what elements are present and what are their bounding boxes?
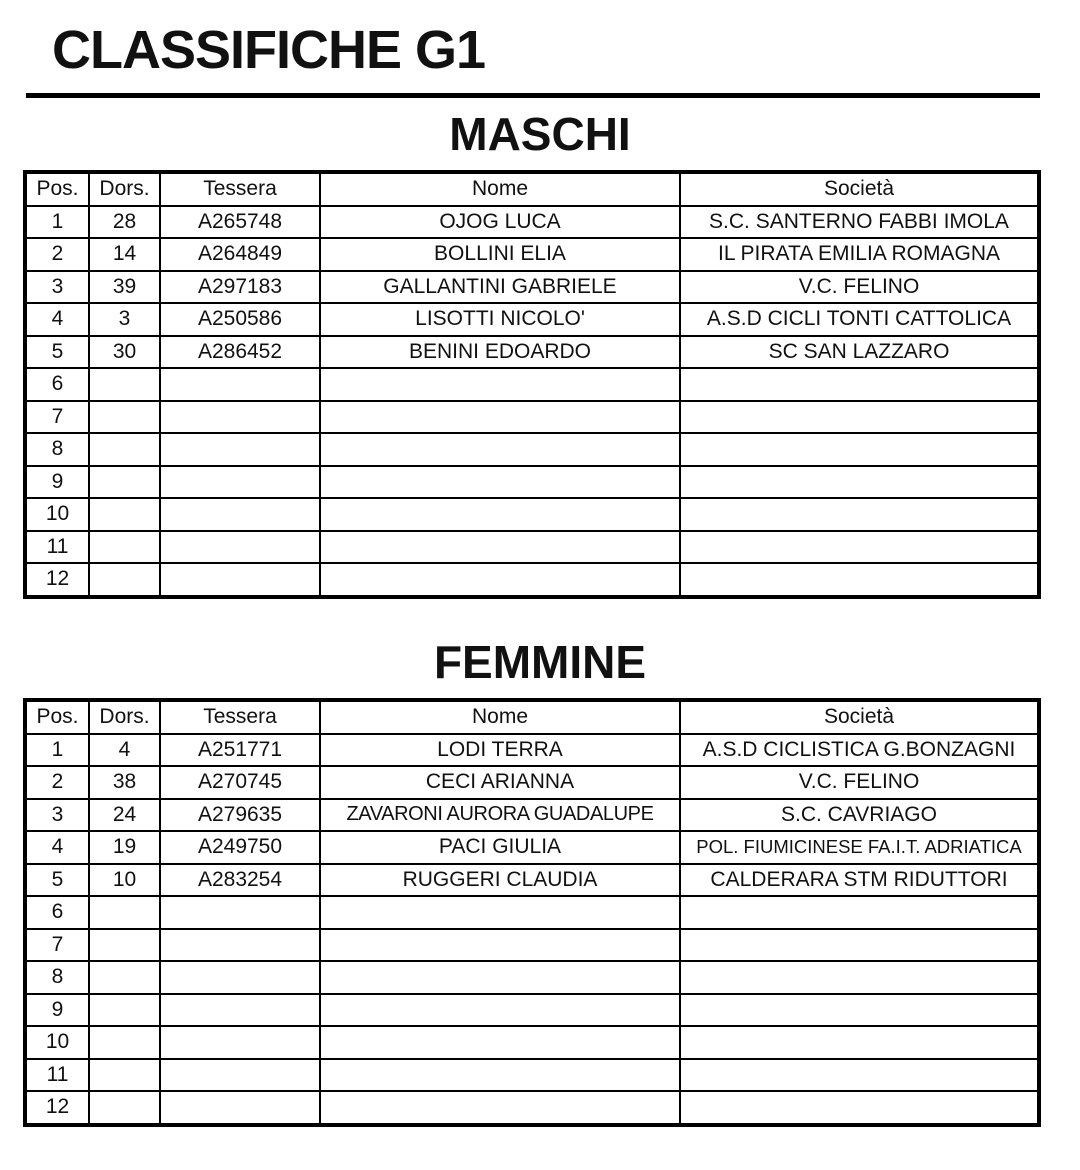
table-row: [25, 498, 1039, 531]
table-row: [25, 271, 1039, 304]
cell-dors: [89, 401, 160, 434]
table-row: [25, 896, 1039, 929]
cell-dors: [89, 531, 160, 564]
cell-nome: [320, 466, 680, 499]
cell-societa: [680, 433, 1039, 466]
cell-pos: 11: [25, 531, 89, 564]
table-row: [25, 466, 1039, 499]
cell-nome: OJOG LUCA: [320, 206, 680, 239]
cell-dors: 24: [89, 799, 160, 832]
results-table-maschi: [23, 170, 1041, 599]
cell-nome: [320, 929, 680, 962]
table-row: [25, 1059, 1039, 1092]
column-header-pos: Pos.: [25, 172, 89, 206]
cell-nome: LODI TERRA: [320, 734, 680, 767]
cell-nome: GALLANTINI GABRIELE: [320, 271, 680, 304]
cell-nome: RUGGERI CLAUDIA: [320, 864, 680, 897]
cell-tessera: [160, 466, 320, 499]
cell-pos: 9: [25, 994, 89, 1027]
cell-dors: 39: [89, 271, 160, 304]
cell-nome: CECI ARIANNA: [320, 766, 680, 799]
cell-tessera: A283254: [160, 864, 320, 897]
column-header-pos: Pos.: [25, 700, 89, 734]
cell-dors: [89, 1026, 160, 1059]
cell-pos: 5: [25, 336, 89, 369]
column-header-tessera: Tessera: [160, 700, 320, 734]
cell-nome: [320, 563, 680, 597]
cell-societa: [680, 961, 1039, 994]
cell-tessera: [160, 929, 320, 962]
cell-societa: S.C. CAVRIAGO: [680, 799, 1039, 832]
cell-tessera: [160, 498, 320, 531]
cell-societa: CALDERARA STM RIDUTTORI: [680, 864, 1039, 897]
cell-dors: [89, 961, 160, 994]
cell-tessera: [160, 1026, 320, 1059]
cell-societa: [680, 401, 1039, 434]
table-row: [25, 1091, 1039, 1125]
column-header-societa: Società: [680, 700, 1039, 734]
cell-tessera: [160, 433, 320, 466]
table-row: [25, 864, 1039, 897]
section-heading-maschi: MASCHI: [449, 108, 631, 160]
cell-dors: 3: [89, 303, 160, 336]
cell-societa: V.C. FELINO: [680, 271, 1039, 304]
cell-societa: [680, 563, 1039, 597]
table-row: [25, 961, 1039, 994]
cell-tessera: [160, 563, 320, 597]
table-row: [25, 531, 1039, 564]
cell-dors: [89, 498, 160, 531]
cell-tessera: A264849: [160, 238, 320, 271]
table-row: [25, 368, 1039, 401]
cell-pos: 8: [25, 433, 89, 466]
cell-dors: [89, 368, 160, 401]
column-header-nome: Nome: [320, 172, 680, 206]
table-row: [25, 303, 1039, 336]
cell-nome: [320, 498, 680, 531]
cell-dors: [89, 896, 160, 929]
cell-pos: 10: [25, 1026, 89, 1059]
cell-pos: 4: [25, 303, 89, 336]
cell-dors: 30: [89, 336, 160, 369]
table-row: [25, 563, 1039, 597]
cell-societa: [680, 466, 1039, 499]
cell-tessera: A249750: [160, 831, 320, 864]
cell-pos: 1: [25, 734, 89, 767]
table-row: [25, 336, 1039, 369]
section-heading-femmine: FEMMINE: [433, 636, 647, 688]
table-row: [25, 206, 1039, 239]
cell-nome: ZAVARONI AURORA GUADALUPE: [320, 799, 680, 832]
cell-dors: [89, 1091, 160, 1125]
cell-dors: [89, 563, 160, 597]
cell-societa: [680, 531, 1039, 564]
cell-nome: PACI GIULIA: [320, 831, 680, 864]
cell-pos: 4: [25, 831, 89, 864]
table-row: [25, 929, 1039, 962]
cell-tessera: [160, 994, 320, 1027]
cell-dors: 14: [89, 238, 160, 271]
cell-dors: [89, 466, 160, 499]
table-row: [25, 1026, 1039, 1059]
cell-dors: 38: [89, 766, 160, 799]
column-header-nome: Nome: [320, 700, 680, 734]
cell-nome: [320, 401, 680, 434]
cell-dors: [89, 433, 160, 466]
cell-dors: 4: [89, 734, 160, 767]
table-row: [25, 994, 1039, 1027]
cell-tessera: [160, 531, 320, 564]
cell-societa: [680, 994, 1039, 1027]
cell-dors: [89, 929, 160, 962]
cell-societa: [680, 498, 1039, 531]
table-row: [25, 766, 1039, 799]
table-row: [25, 734, 1039, 767]
column-header-dors: Dors.: [89, 700, 160, 734]
cell-nome: [320, 1091, 680, 1125]
cell-pos: 8: [25, 961, 89, 994]
cell-nome: BOLLINI ELIA: [320, 238, 680, 271]
table-row: [25, 401, 1039, 434]
cell-dors: 19: [89, 831, 160, 864]
cell-tessera: [160, 401, 320, 434]
cell-pos: 12: [25, 563, 89, 597]
cell-pos: 2: [25, 766, 89, 799]
column-header-societa: Società: [680, 172, 1039, 206]
cell-nome: [320, 961, 680, 994]
cell-nome: [320, 368, 680, 401]
cell-societa: [680, 1091, 1039, 1125]
cell-nome: [320, 433, 680, 466]
cell-pos: 2: [25, 238, 89, 271]
cell-pos: 3: [25, 799, 89, 832]
cell-nome: LISOTTI NICOLO': [320, 303, 680, 336]
table-row: [25, 799, 1039, 832]
page-title: CLASSIFICHE G1: [52, 20, 486, 80]
cell-pos: 3: [25, 271, 89, 304]
cell-nome: [320, 1059, 680, 1092]
cell-tessera: [160, 1059, 320, 1092]
cell-tessera: [160, 1091, 320, 1125]
table-header-row: [25, 172, 1039, 206]
cell-societa: IL PIRATA EMILIA ROMAGNA: [680, 238, 1039, 271]
cell-nome: [320, 1026, 680, 1059]
table-header-row: [25, 700, 1039, 734]
cell-tessera: [160, 896, 320, 929]
cell-societa: SC SAN LAZZARO: [680, 336, 1039, 369]
cell-dors: 28: [89, 206, 160, 239]
cell-societa: [680, 896, 1039, 929]
cell-societa: V.C. FELINO: [680, 766, 1039, 799]
cell-tessera: A270745: [160, 766, 320, 799]
cell-dors: 10: [89, 864, 160, 897]
cell-dors: [89, 1059, 160, 1092]
cell-tessera: A251771: [160, 734, 320, 767]
cell-societa: A.S.D CICLI TONTI CATTOLICA: [680, 303, 1039, 336]
cell-societa: [680, 1026, 1039, 1059]
cell-pos: 10: [25, 498, 89, 531]
table-row: [25, 831, 1039, 864]
cell-pos: 11: [25, 1059, 89, 1092]
column-header-tessera: Tessera: [160, 172, 320, 206]
cell-societa: [680, 1059, 1039, 1092]
cell-nome: BENINI EDOARDO: [320, 336, 680, 369]
cell-nome: [320, 531, 680, 564]
title-divider: [26, 93, 1040, 98]
cell-pos: 5: [25, 864, 89, 897]
cell-societa: S.C. SANTERNO FABBI IMOLA: [680, 206, 1039, 239]
cell-tessera: A297183: [160, 271, 320, 304]
cell-pos: 7: [25, 401, 89, 434]
cell-tessera: A279635: [160, 799, 320, 832]
cell-pos: 6: [25, 896, 89, 929]
cell-pos: 7: [25, 929, 89, 962]
cell-tessera: A286452: [160, 336, 320, 369]
cell-pos: 12: [25, 1091, 89, 1125]
cell-nome: [320, 994, 680, 1027]
cell-societa: POL. FIUMICINESE FA.I.T. ADRIATICA: [680, 831, 1039, 864]
cell-tessera: A250586: [160, 303, 320, 336]
table-row: [25, 238, 1039, 271]
results-table-femmine: [23, 698, 1041, 1127]
column-header-dors: Dors.: [89, 172, 160, 206]
cell-societa: A.S.D CICLISTICA G.BONZAGNI: [680, 734, 1039, 767]
cell-societa: [680, 929, 1039, 962]
cell-tessera: [160, 368, 320, 401]
cell-pos: 9: [25, 466, 89, 499]
cell-pos: 1: [25, 206, 89, 239]
cell-nome: [320, 896, 680, 929]
cell-tessera: A265748: [160, 206, 320, 239]
table-row: [25, 433, 1039, 466]
cell-pos: 6: [25, 368, 89, 401]
cell-dors: [89, 994, 160, 1027]
cell-societa: [680, 368, 1039, 401]
cell-tessera: [160, 961, 320, 994]
